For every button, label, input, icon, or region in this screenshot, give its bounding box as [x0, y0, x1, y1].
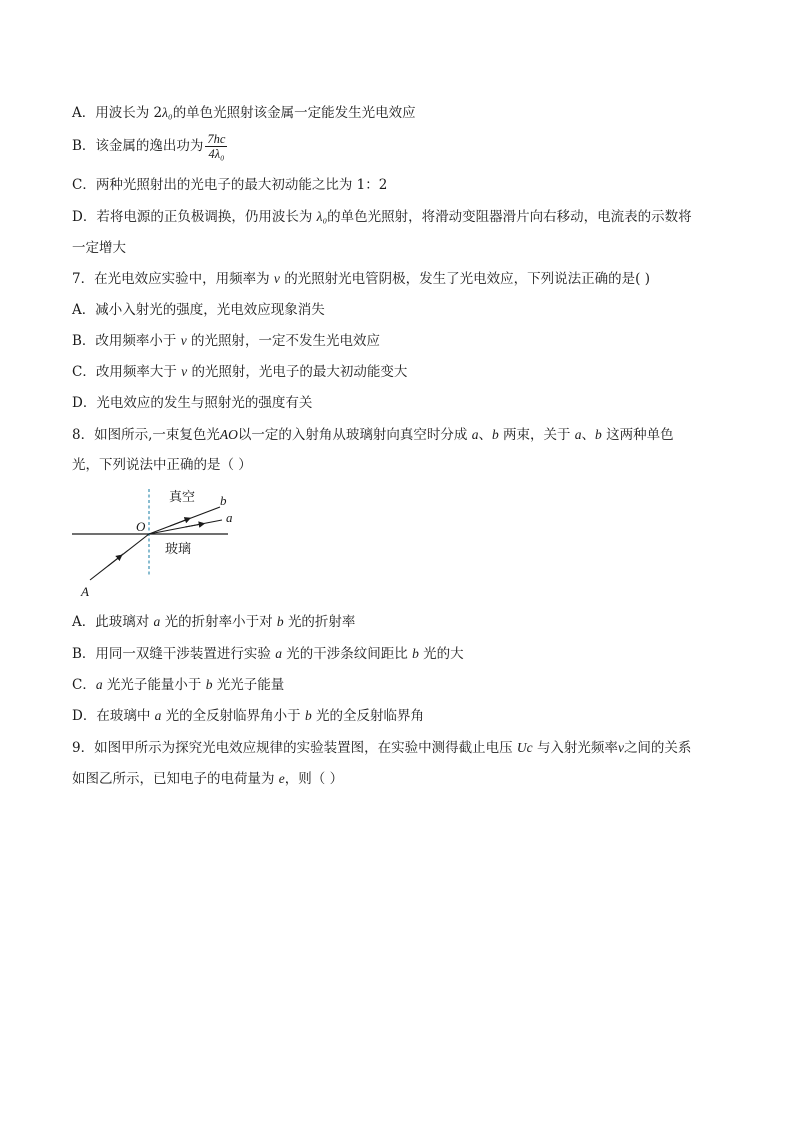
- refraction-diagram: [70, 485, 240, 600]
- q8-option-c-text: C．: [72, 677, 96, 693]
- q6-option-a-text: A．用波长为 2: [72, 105, 163, 121]
- q9-stem-text-tail: 之间的关系: [623, 740, 692, 756]
- q9-cont-text-tail: ，则（ ）: [284, 771, 344, 787]
- ray-a-arrow: [185, 524, 202, 527]
- incident-arrow: [108, 557, 120, 567]
- q7-option-d: D．光电效应的发生与照射光的强度有关: [72, 395, 313, 411]
- q8-option-c: [72, 676, 284, 694]
- lambda-symbol: λ₀: [316, 209, 328, 224]
- q8-option-d: [72, 707, 424, 725]
- nu-symbol: ν: [617, 740, 624, 755]
- glass-label: 玻璃: [165, 542, 192, 557]
- nu-symbol: ν: [273, 271, 280, 286]
- ray-a-label: a: [95, 677, 103, 692]
- q6-option-d-continued: 一定增大: [72, 240, 126, 256]
- electron-charge-symbol: e: [278, 771, 285, 786]
- ray-b-arrow: [170, 519, 188, 526]
- q8-option-d-text-mid: 光的全反射临界角小于: [165, 708, 301, 724]
- q7-option-b: [72, 332, 380, 350]
- q6-option-b: [72, 132, 227, 161]
- ray-b-label: b: [412, 646, 419, 661]
- ray-a-diagram-label: a: [226, 510, 233, 525]
- point-a-label: A: [81, 584, 89, 599]
- q7-option-c-text: C．改用频率大于: [72, 364, 177, 380]
- fraction-numerator: 7hc: [207, 132, 226, 146]
- separator: 、: [581, 427, 596, 443]
- q6-option-d-text: D．若将电源的正负极调换，仍用波长为: [72, 209, 313, 225]
- q8-option-a-text: A．此玻璃对: [72, 614, 150, 630]
- ray-a-label: a: [275, 646, 282, 661]
- q9-stem: [72, 739, 691, 757]
- q6-option-d-text-tail: 的单色光照射，将滑动变阻器滑片向右移动，电流表的示数将: [327, 209, 692, 225]
- vacuum-label: 真空: [169, 490, 196, 505]
- nu-symbol: ν: [181, 364, 188, 379]
- q6-option-c: C．两种光照射出的光电子的最大初动能之比为 1：2: [72, 177, 388, 193]
- q8-option-a-text-tail: 光的折射率: [287, 614, 356, 630]
- q8-stem-text-mid: 以一定的入射角从玻璃射向真空时分成: [237, 427, 468, 443]
- q8-option-d-text: D．在玻璃中: [72, 708, 151, 724]
- q6-option-b-text: B．该金属的逸出功为: [72, 138, 204, 154]
- q8-option-a-text-mid: 光的折射率小于对: [164, 614, 273, 630]
- q8-option-b-text-mid: 光的干涉条纹间距比: [286, 646, 408, 662]
- ray-b-label: b: [276, 614, 284, 629]
- q9-stem-text: 9．如图甲所示为探究光电效应规律的实验装置图，在实验中测得截止电压: [72, 740, 513, 756]
- q8-option-c-text-mid: 光光子能量小于: [106, 677, 202, 693]
- q7-option-b-text: B．改用频率小于: [72, 333, 177, 349]
- q6-option-a-text-tail: 的单色光照射该金属一定能发生光电效应: [172, 105, 416, 121]
- q7-option-c-text-tail: 的光照射，光电子的最大初动能变大: [191, 364, 408, 380]
- ray-b-label: b: [491, 427, 499, 442]
- q6-option-d: [72, 208, 692, 226]
- q8-option-c-text-tail: 光光子能量: [216, 677, 285, 693]
- ray-a-label: a: [153, 614, 161, 629]
- lambda-symbol: λ₀: [162, 105, 173, 120]
- q7-stem-text-tail: 的光照射光电管阴极，发生了光电效应，下列说法正确的是( ): [284, 271, 651, 287]
- uc-symbol: Uc: [516, 740, 533, 755]
- q8-stem-continued: 光，下列说法中正确的是（ ）: [72, 457, 252, 473]
- q6-option-a: [72, 104, 416, 122]
- work-function-fraction: [205, 132, 227, 161]
- q7-stem: [72, 270, 650, 288]
- ray-b-label: b: [205, 677, 213, 692]
- separator: 、: [478, 427, 492, 443]
- q8-option-a: [72, 613, 355, 631]
- q8-stem-text: 8．如图所示,一束复色光: [72, 427, 220, 443]
- ray-ao-label: AO: [219, 427, 238, 442]
- q7-stem-text: 7．在光电效应实验中，用频率为: [72, 271, 270, 287]
- q9-stem-text-mid: 与入射光频率: [536, 740, 618, 756]
- q7-option-c: [72, 363, 407, 381]
- fraction-denominator: 4λ₀: [208, 147, 225, 161]
- q8-stem-text-tail: 这两种单色: [606, 427, 674, 443]
- q7-option-a: A．减小入射光的强度，光电效应现象消失: [72, 302, 325, 318]
- ray-b-label: b: [304, 708, 312, 723]
- nu-symbol: ν: [180, 333, 187, 348]
- ray-a-label: a: [471, 427, 479, 442]
- q8-option-b-text: B．用同一双缝干涉装置进行实验: [72, 646, 271, 662]
- ray-a-label: a: [154, 708, 162, 723]
- point-o-label: O: [136, 519, 146, 534]
- q8-stem-text-mid2: 两束，关于: [502, 427, 571, 443]
- ray-b-diagram-label: b: [220, 493, 227, 508]
- q8-option-b: [72, 645, 464, 663]
- q8-option-d-text-tail: 光的全反射临界角: [316, 708, 425, 724]
- q8-option-b-text-tail: 光的大: [423, 646, 464, 662]
- ray-a-label: a: [574, 427, 582, 442]
- ray-b-label: b: [595, 427, 602, 442]
- q7-option-b-text-tail: 的光照射，一定不发生光电效应: [191, 333, 381, 349]
- q9-cont-text: 如图乙所示，已知电子的电荷量为: [72, 771, 275, 787]
- q9-stem-continued: [72, 770, 343, 788]
- q8-stem: [72, 426, 674, 444]
